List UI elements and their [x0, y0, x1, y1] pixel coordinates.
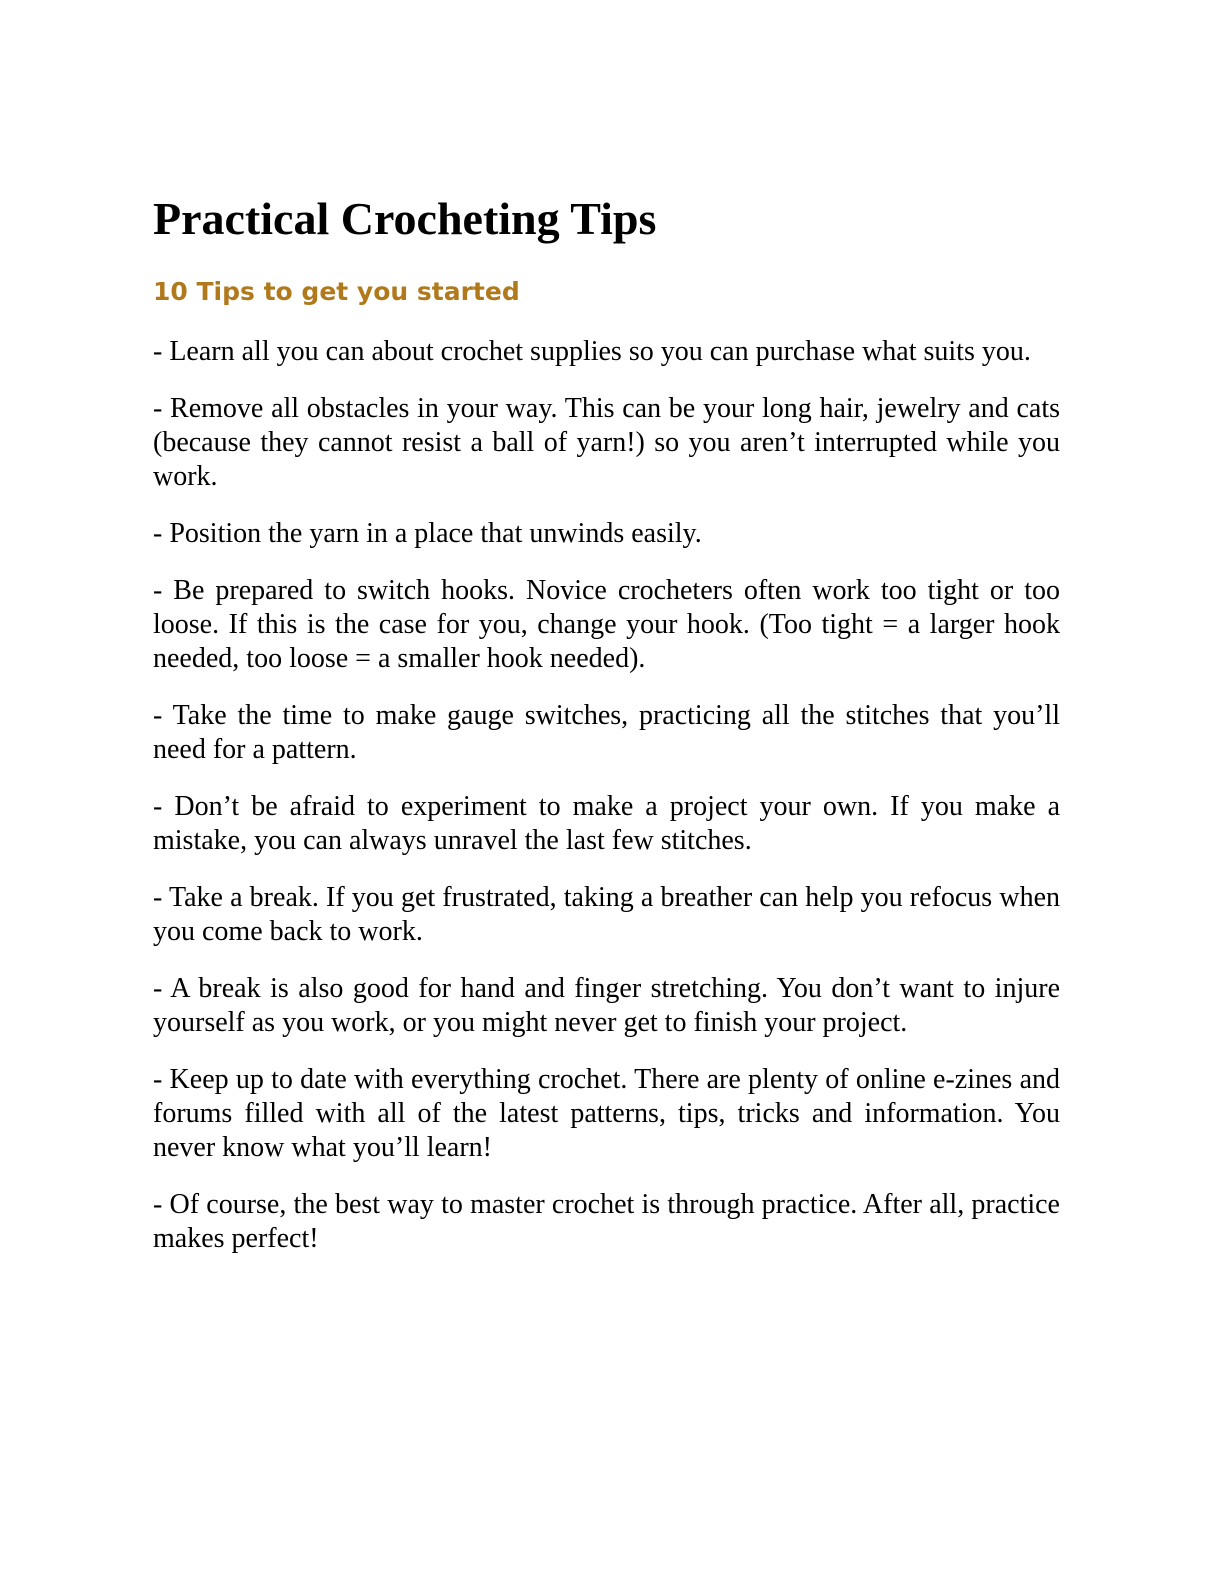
tip-paragraph: - Don’t be afraid to experiment to make a project your own. If you make a mistake, you can always unravel the last few stitches. — [153, 791, 1060, 856]
document-subtitle: 10 Tips to get you started — [153, 277, 520, 306]
tip-paragraph: - Take a break. If you get frustrated, taking a breather can help you refocus when you come back to work. — [153, 882, 1060, 947]
tip-paragraph: - Remove all obstacles in your way. This can be your long hair, jewelry and cats (because they cannot resist a ball of yarn!) so you aren’t interrupted while you work. — [153, 393, 1060, 492]
tip-paragraph: - Of course, the best way to master crochet is through practice. After all, practice makes perfect! — [153, 1189, 1060, 1254]
tip-paragraph: - Take the time to make gauge switches, practicing all the stitches that you’ll need for a pattern. — [153, 700, 1060, 765]
tips-list — [153, 335, 1060, 1256]
tip-paragraph: - Position the yarn in a place that unwinds easily. — [153, 518, 702, 549]
tip-paragraph: - Learn all you can about crochet supplies so you can purchase what suits you. — [153, 336, 1031, 367]
tip-paragraph: - Be prepared to switch hooks. Novice crocheters often work too tight or too loose. If this is the case for you, change your hook. (Too tight = a larger hook needed, too loose = a smaller hook needed). — [153, 575, 1060, 674]
document-page — [153, 188, 1060, 1279]
tip-paragraph: - Keep up to date with everything crochet. There are plenty of online e-zines and forums filled with all of the latest patterns, tips, tricks and information. You never know what you’ll learn! — [153, 1064, 1060, 1163]
document-title: Practical Crocheting Tips — [153, 193, 657, 244]
tip-paragraph: - A break is also good for hand and finger stretching. You don’t want to injure yourself as you work, or you might never get to finish your project. — [153, 973, 1060, 1038]
